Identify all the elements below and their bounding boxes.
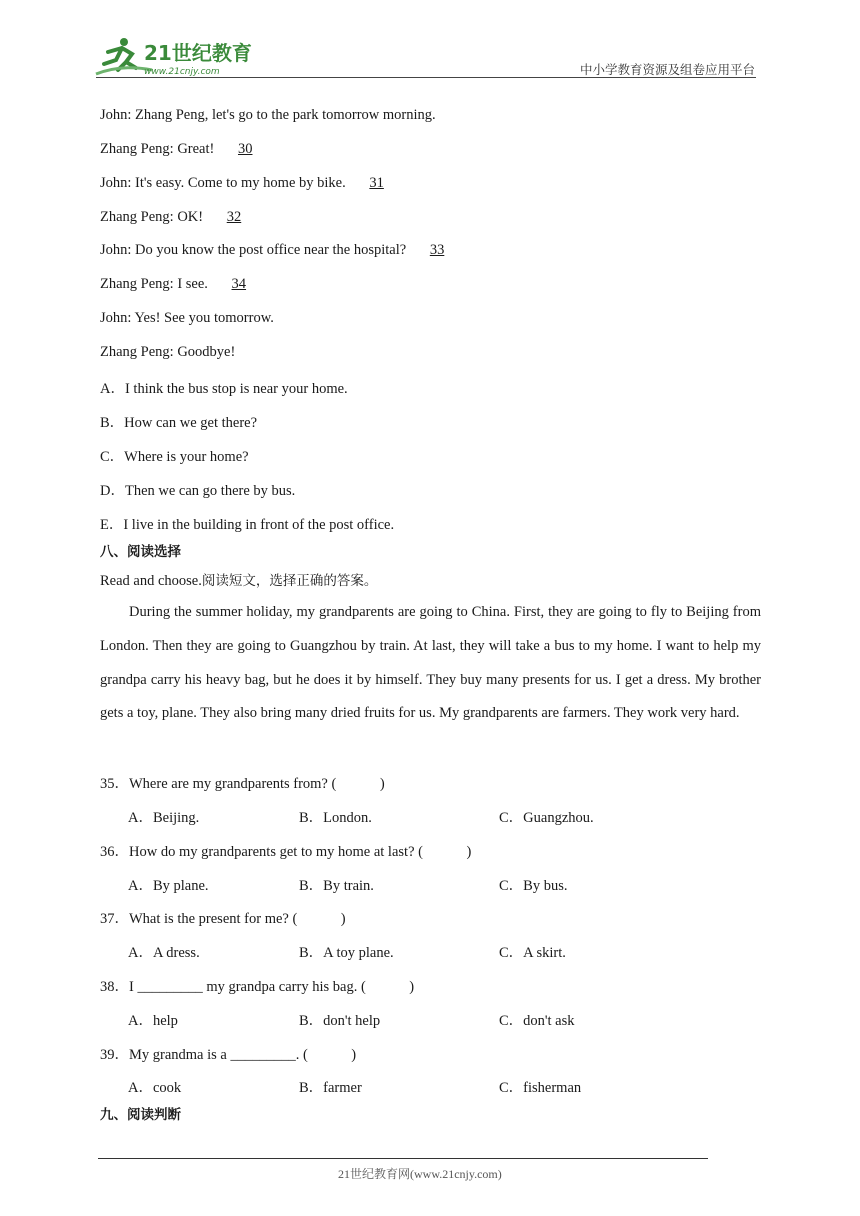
- choice-37-a: A．A dress.: [128, 945, 200, 961]
- dialogue-line-2: Zhang Peng: Great! 30: [100, 141, 253, 157]
- choice-39-b: B．farmer: [299, 1080, 362, 1096]
- choice-36-a: A．By plane.: [128, 878, 209, 894]
- svg-text:21世纪教育: 21世纪教育: [144, 41, 252, 65]
- dialogue-line-6: Zhang Peng: I see. 34: [100, 276, 247, 292]
- answer-blank-30: 30: [237, 141, 253, 157]
- dialogue-line-4: Zhang Peng: OK! 32: [100, 209, 242, 225]
- question-36: 36．How do my grandparents get to my home at last? ( ): [100, 844, 472, 860]
- option-d: D．Then we can go there by bus.: [100, 483, 296, 499]
- choice-39-a: A．cook: [128, 1080, 182, 1096]
- choice-38-b: B．don't help: [299, 1013, 381, 1029]
- choice-38-c: C．don't ask: [499, 1013, 575, 1029]
- footer-divider: [98, 1158, 708, 1159]
- section-title-reading-judgement: 九、阅读判断: [100, 1107, 181, 1123]
- choice-35-a: A．Beijing.: [128, 810, 200, 826]
- section-instructions: Read and choose.阅读短文，选择正确的答案。: [100, 573, 378, 589]
- question-37: 37．What is the present for me? ( ): [100, 911, 346, 927]
- choice-37-c: C．A skirt.: [499, 945, 566, 961]
- option-c: C．Where is your home?: [100, 449, 249, 465]
- option-e: E．I live in the building in front of the post office.: [100, 517, 395, 533]
- dialogue-line-1: John: Zhang Peng, let's go to the park tomorrow morning.: [100, 107, 436, 123]
- dialogue-line-3: John: It's easy. Come to my home by bike. 31: [100, 175, 384, 191]
- footer-site-text: 21世纪教育网(www.21cnjy.com): [338, 1167, 502, 1181]
- dialogue-line-5: John: Do you know the post office near the hospital? 33: [100, 242, 445, 258]
- header-divider: [96, 77, 756, 78]
- option-a: A．I think the bus stop is near your home.: [100, 381, 348, 397]
- dialogue-line-8: Zhang Peng: Goodbye!: [100, 344, 236, 360]
- answer-blank-31: 31: [369, 175, 384, 191]
- runner-logo-icon: [92, 34, 262, 78]
- answer-blank-34: 34: [231, 276, 247, 292]
- header-platform-text: 中小学教育资源及组卷应用平台: [579, 62, 755, 77]
- svg-text:www.21cnjy.com: www.21cnjy.com: [144, 67, 220, 77]
- choice-35-b: B．London.: [299, 810, 372, 826]
- site-logo: [92, 34, 262, 78]
- section-title-reading-choice: 八、阅读选择: [100, 544, 181, 560]
- choice-36-b: B．By train.: [299, 878, 374, 894]
- choice-38-a: A．help: [128, 1013, 178, 1029]
- choice-36-c: C．By bus.: [499, 878, 568, 894]
- dialogue-line-7: John: Yes! See you tomorrow.: [100, 310, 274, 326]
- question-35: 35．Where are my grandparents from? ( ): [100, 776, 385, 792]
- choice-37-b: B．A toy plane.: [299, 945, 394, 961]
- choice-39-c: C．fisherman: [499, 1080, 582, 1096]
- reading-passage: During the summer holiday, my grandparents are going to China. First, they are going to fly to Beijing from London. Then they are going to Guangzhou by train. At last, they will take a bus to my home. I want to help my grandpa carry his heavy bag, but he does it by himself. They buy many presents for us. I get a dress. My brother gets a toy, plane. They also bring many dried fruits for us. My grandparents are farmers. They work very hard.: [100, 604, 761, 722]
- answer-blank-33: 33: [429, 242, 445, 258]
- answer-blank-32: 32: [226, 209, 242, 225]
- question-38: 38．I _________ my grandpa carry his bag. ( ): [100, 979, 415, 995]
- option-b: B．How can we get there?: [100, 415, 258, 431]
- choice-35-c: C．Guangzhou.: [499, 810, 594, 826]
- question-39: 39．My grandma is a _________. ( ): [100, 1047, 357, 1063]
